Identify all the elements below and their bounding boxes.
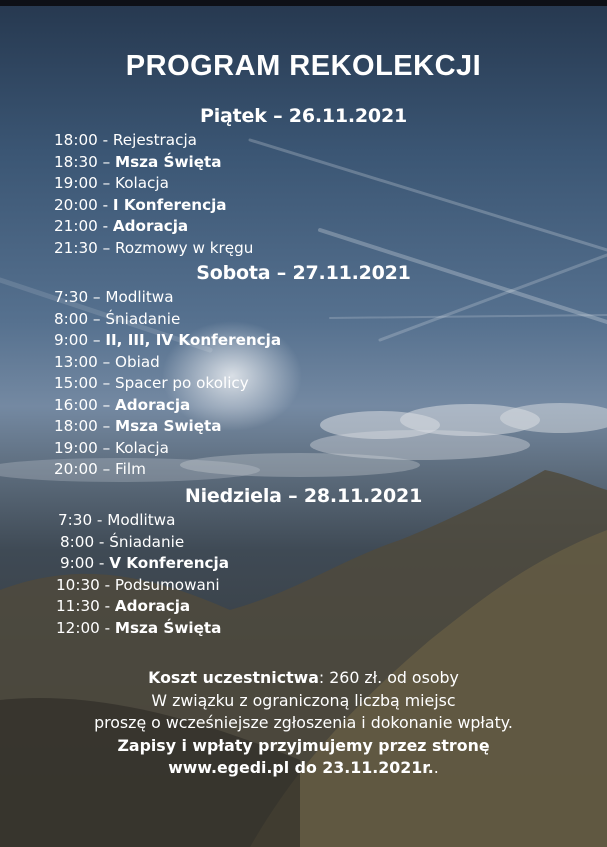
poster-title: PROGRAM REKOLEKCJI (125, 50, 482, 82)
registration-info (0, 667, 607, 780)
schedule-item: 19:00 – Kolacja (54, 438, 169, 457)
schedule-item: 18:00 – Msza Swięta (54, 417, 222, 435)
schedule-item: 10:30 - Podsumowani (56, 575, 220, 594)
schedule-item: 9:00 – II, III, IV Konferencja (54, 331, 282, 349)
schedule-item: 8:00 - Śniadanie (60, 532, 185, 551)
schedule-item: 16:00 – Adoracja (54, 395, 191, 414)
schedule-item: 18:00 - Rejestracja (54, 131, 197, 149)
schedule-item: 20:00 - I Konferencja (54, 195, 227, 214)
schedule-item: 8:00 – Śniadanie (54, 309, 181, 328)
schedule-item: 11:30 - Adoracja (56, 597, 191, 615)
schedule-item: 21:00 - Adoracja (54, 217, 189, 235)
schedule-item: 12:00 - Msza Święta (56, 618, 222, 637)
day-heading-sunday: Niedziela – 28.11.2021 (184, 485, 423, 507)
schedule-item: 13:00 – Obiad (54, 352, 160, 371)
day-heading-saturday: Sobota – 27.11.2021 (196, 262, 411, 284)
schedule-item: 21:30 – Rozmowy w kręgu (54, 238, 254, 257)
schedule-item: 7:30 - Modlitwa (58, 511, 176, 529)
schedule-item: 15:00 – Spacer po okolicy (54, 374, 249, 392)
schedule-friday (54, 130, 253, 259)
schedule-saturday (54, 287, 281, 481)
schedule-item: 9:00 - V Konferencja (60, 554, 230, 572)
early-registration-line: proszę o wcześniejsze zgłoszenia i dokonanie wpłaty. (94, 713, 513, 733)
schedule-item: 7:30 – Modlitwa (54, 288, 174, 306)
day-heading-friday: Piątek – 26.11.2021 (200, 105, 407, 127)
limited-places-line: W związku z ograniczoną liczbą miejsc (151, 690, 456, 710)
schedule-sunday (56, 510, 229, 639)
schedule-item: 18:30 – Msza Święta (54, 152, 222, 171)
cost-line: Koszt uczestnictwa: 260 zł. od osoby (148, 668, 459, 687)
schedule-item: 19:00 – Kolacja (54, 174, 169, 192)
website-deadline-line: www.egedi.pl do 23.11.2021r.. (168, 758, 439, 778)
schedule-item: 20:00 – Film (54, 460, 146, 478)
top-edge (0, 0, 607, 6)
registration-site-line: Zapisy i wpłaty przyjmujemy przez stronę (117, 735, 490, 755)
